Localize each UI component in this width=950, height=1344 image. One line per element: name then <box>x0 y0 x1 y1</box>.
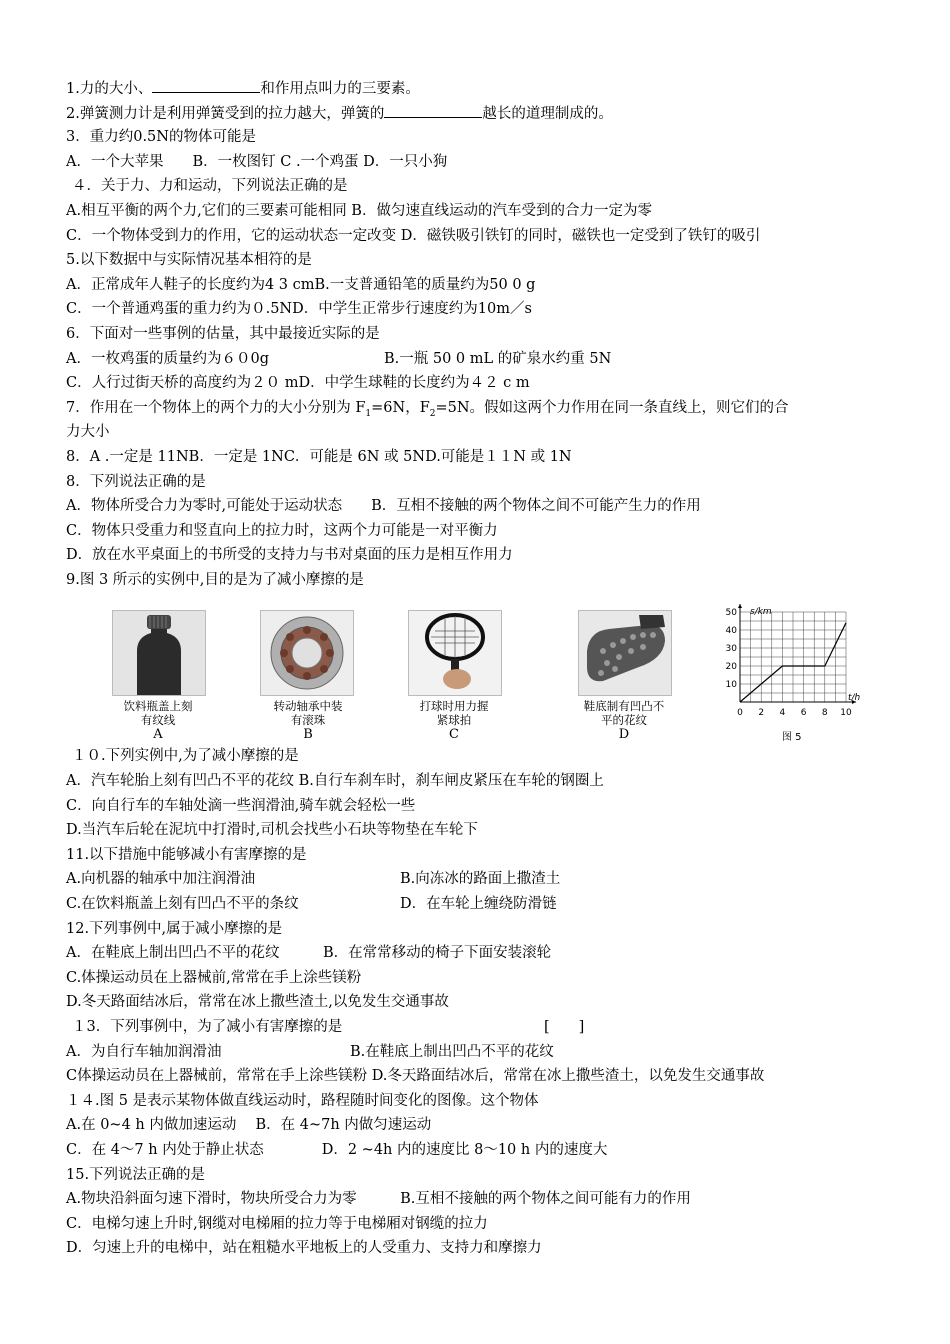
question-8-option-c: C．物体只受重力和竖直向上的拉力时，这两个力可能是一对平衡力 <box>66 522 498 539</box>
question-6-options-ab: A．一枚鸡蛋的质量约为６０0g B.一瓶 50 0 mL 的矿泉水约重 5N <box>66 350 612 367</box>
y-tick-label: 30 <box>725 644 737 655</box>
question-10-stem: １０.下列实例中,为了减小摩擦的是 <box>72 748 299 765</box>
question-5-options-cd: C．一个普通鸡蛋的重力约为０.5ND．中学生正常步行速度约为10m／s <box>66 301 532 318</box>
question-9-stem: 9.图 3 所示的实例中,目的是为了减小摩擦的是 <box>66 571 364 588</box>
bottle-cap-photo <box>112 610 206 696</box>
question-8-options-ab: A．物体所受合力为零时,可能处于运动状态 B．互相不接触的两个物体之间不可能产生力的作用 <box>66 498 701 515</box>
question-15-options-ab: A.物块沿斜面匀速下滑时，物块所受合力为零 B.互相不接触的两个物体之间可能有力的作用 <box>66 1191 691 1208</box>
question-13-options-cd: C体操运动员在上器械前，常常在手上涂些镁粉 D.冬天路面结冰后，常常在冰上撒些渣土，以免发生交通事故 <box>66 1068 765 1085</box>
question-12-options-ab: A．在鞋底上制出凹凸不平的花纹 B．在常常移动的椅子下面安装滚轮 <box>66 945 552 962</box>
question-4-options-ab: A.相互平衡的两个力,它们的三要素可能相同 B．做匀速直线运动的汽车受到的合力一定为零 <box>66 202 652 219</box>
y-tick-label: 40 <box>725 626 737 637</box>
y-tick-label: 10 <box>725 680 737 691</box>
figure-caption-d: 鞋底制有凹凸不 平的花纹 D <box>583 699 665 743</box>
question-14-options-ab: A.在 0~4 h 内做加速运动 B．在 4~7h 内做匀速运动 <box>66 1117 432 1134</box>
question-12-option-c: C.体操运动员在上器械前,常常在手上涂些镁粉 <box>66 969 362 986</box>
question-15-stem: 15.下列说法正确的是 <box>66 1166 206 1183</box>
question-10-option-c: C．向自行车的车轴处滴一些润滑油,骑车就会轻松一些 <box>66 797 416 814</box>
question-12-stem: 12.下列事例中,属于减小摩擦的是 <box>66 920 283 937</box>
question-10-option-d: D.当汽车后轮在泥坑中打滑时,司机会找些小石块等物垫在车轮下 <box>66 822 478 839</box>
question-5-stem: 5.以下数据中与实际情况基本相符的是 <box>66 252 312 269</box>
figure-caption-a: 饮料瓶盖上刻 有纹线 A <box>123 699 193 743</box>
question-4-options-cd: C．一个物体受到力的作用，它的运动状态一定改变 D．磁铁吸引铁钉的同时，磁铁也一定受到了铁钉的吸引 <box>66 227 761 244</box>
shoe-sole-photo <box>578 610 672 696</box>
x-tick-label: 2 <box>758 708 765 719</box>
x-tick-label: 6 <box>800 708 807 719</box>
question-7-options: 8．A .一定是 11NB．一定是 1NC．可能是 6N 或 5ND.可能是１１N 或 1N <box>66 448 572 465</box>
question-11-stem: 11.以下措施中能够减小有害摩擦的是 <box>66 846 307 863</box>
question-8-option-d: D．放在水平桌面上的书所受的支持力与书对桌面的压力是相互作用力 <box>66 547 513 564</box>
figure-caption-c: 打球时用力握 紧球拍 C <box>419 699 489 743</box>
ball-bearing-photo <box>260 610 354 696</box>
question-11-options-cd: C.在饮料瓶盖上刻有凹凸不平的条纹 D．在车轮上缠绕防滑链 <box>66 896 557 913</box>
question-14-stem: １４.图 5 是表示某物体做直线运动时，路程随时间变化的图像。这个物体 <box>66 1092 539 1109</box>
figure-caption-graph: 图 5 <box>782 732 802 744</box>
tennis-racket-photo <box>408 610 502 696</box>
question-3-options: A．一个大苹果 B．一枚图钉 C .一个鸡蛋 D．一只小狗 <box>66 153 448 170</box>
question-10-options-ab: A．汽车轮胎上刻有凹凸不平的花纹 B.自行车刹车时，刹车闸皮紧压在车轮的钢圈上 <box>66 773 604 790</box>
question-6-options-cd: C．人行过街天桥的高度约为２０ mD．中学生球鞋的长度约为４２ c m <box>66 375 530 392</box>
question-15-option-d: D．匀速上升的电梯中，站在粗糙水平地板上的人受重力、支持力和摩擦力 <box>66 1240 542 1257</box>
question-12-option-d: D.冬天路面结冰后，常常在冰上撒些渣土,以免发生交通事故 <box>66 994 449 1011</box>
x-tick-label: 8 <box>821 708 828 719</box>
question-3-stem: 3．重力约0.5N的物体可能是 <box>66 129 256 146</box>
x-tick-label: 10 <box>840 708 852 719</box>
y-axis-arrow <box>738 604 742 608</box>
answer-blank[interactable] <box>384 101 482 118</box>
worksheet <box>66 76 896 1261</box>
question-15-option-c: C．电梯匀速上升时,钢缆对电梯厢的拉力等于电梯厢对钢缆的拉力 <box>66 1215 488 1232</box>
x-tick-label: 0 <box>737 708 743 719</box>
question-11-options-ab: A.向机器的轴承中加注润滑油 B.向冻冰的路面上撒渣土 <box>66 871 561 888</box>
question-2: 2.弹簧测力计是利用弹簧受到的拉力越大，弹簧的 越长的道理制成的。 <box>66 101 896 126</box>
question-13-options-ab: A．为自行车轴加润滑油 B.在鞋底上制出凹凸不平的花纹 <box>66 1043 554 1060</box>
x-axis-label: t/h <box>848 693 861 704</box>
question-13-stem: １3．下列事例中，为了减小有害摩擦的是 [ ] <box>72 1019 585 1035</box>
figure-row <box>66 592 896 744</box>
question-5-options-ab: A．正常成年人鞋子的长度约为4 3 cmB.一支普通铅笔的质量约为50 0 g <box>66 276 536 293</box>
question-4-stem: ４．关于力、力和运动，下列说法正确的是 <box>72 178 348 195</box>
y-tick-label: 50 <box>725 608 737 619</box>
question-7-cont: 力大小 <box>66 424 110 441</box>
y-axis-label: s/km <box>750 607 772 618</box>
question-7: 7．作用在一个物体上的两个力的大小分别为 $F_1=6N$，$F_2=5N$。假如这两个力作用在同一条直线上，则它们的合 <box>66 399 789 419</box>
answer-bracket[interactable]: [ ] <box>544 1019 585 1035</box>
figure-caption-b: 转动轴承中装 有滚珠 B <box>273 699 343 743</box>
question-1: 1.力的大小、 和作用点叫力的三要素。 <box>66 76 896 101</box>
question-8-stem: 8．下列说法正确的是 <box>66 473 206 490</box>
distance-time-graph <box>724 604 874 744</box>
question-6-stem: 6．下面对一些事例的估量，其中最接近实际的是 <box>66 325 380 342</box>
question-14-options-cd: C．在 4～7 h 内处于静止状态 D．2 ~4h 内的速度比 8～10 h 内的速度大 <box>66 1141 608 1158</box>
answer-blank[interactable] <box>152 76 260 93</box>
x-tick-label: 4 <box>779 708 786 719</box>
y-tick-label: 20 <box>725 662 737 673</box>
